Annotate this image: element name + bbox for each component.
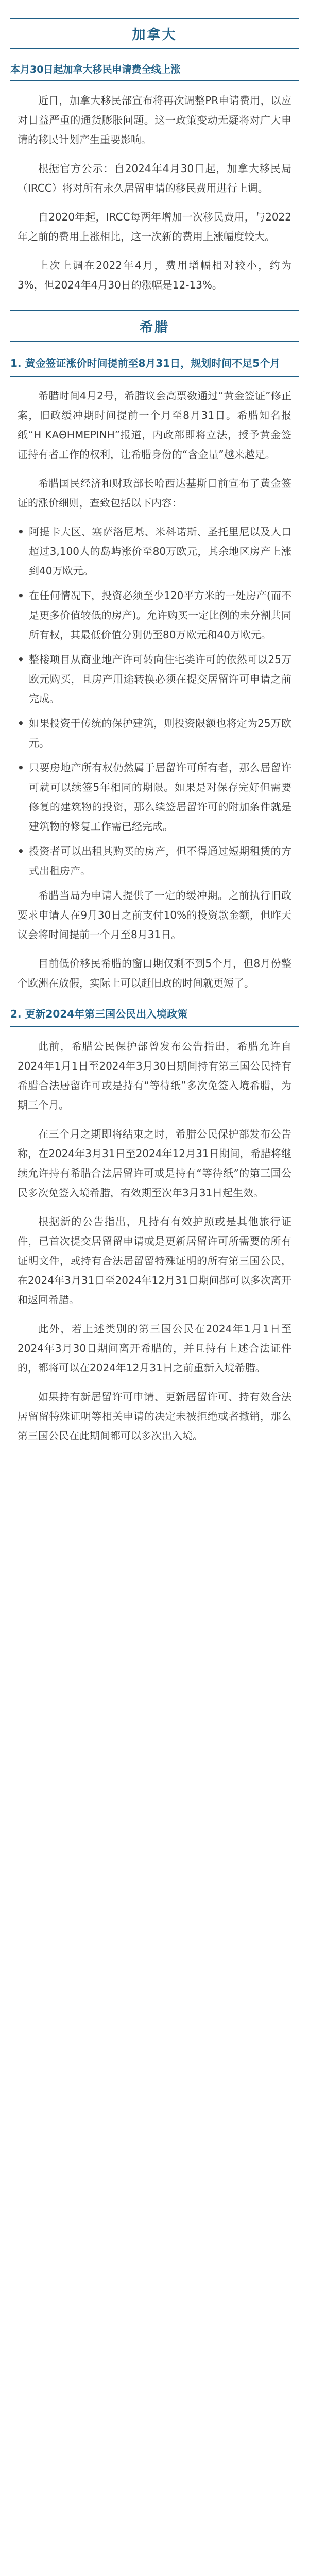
greece-sub1-underline xyxy=(10,376,299,377)
greece-sub2-paragraph-4: 此外，若上述类别的第三国公民在2024年1月1日至2024年3月30日期间离开希腊的，并且持有上述合法证件的，都将可以在2024年12月31日之前重新入境希腊。 xyxy=(18,1323,291,1375)
bullet-dot-icon: • xyxy=(18,761,24,774)
canada-paragraph-4: 上次上调在2022年4月，费用增幅相对较小，约为3%，但2024年4月30日的涨幅是12-13%。 xyxy=(18,259,291,292)
greece-sub1-paragraph-2: 希腊国民经济和财政部长哈西达基斯日前宣布了黄金签证的涨价细则，查致包括以下内容： xyxy=(18,477,291,510)
greece-sub2-paragraph-3: 根据新的公告指出，凡持有有效护照或是其他旅行证件，已首次提交居留留申请或是更新居留许可所需要的所有证明文件，或持有合法居留留特殊证明的所有第三国公民，在2024年3月31日至2024年12月31日期间都可以多次离开和返回希腊。 xyxy=(18,1215,291,1307)
greece-sub1-bullet-list xyxy=(18,522,291,880)
list-item xyxy=(18,841,291,880)
list-item-text: 投资者可以出租其购买的房产，但不得通过短期租赁的方式出租房产。 xyxy=(29,845,291,877)
greece-sub2-paragraph-1: 此前，希腊公民保护部曾发布公告指出，希腊允许自2024年1月1日至2024年3月30日期间持有第三国公民持有希腊合法居留许可或是持有“等待纸”多次免签入境希腊，为期三个月。 xyxy=(18,1040,291,1112)
greece-sub1-paragraph-3: 希腊当局为申请人提供了一定的缓冲期。之前执行旧政要求申请人在9月30日之前支付10%的投资款金额，但昨天议会将时间提前一个月至8月31日。 xyxy=(18,889,291,941)
list-item xyxy=(18,522,291,581)
greece-sub2-paragraph-2: 在三个月之期即将结束之时，希腊公民保护部发布公告称，在2024年3月31日至2024年12月31日期间，希腊将继续允许持有希腊合法居留许可或是持有“等待纸”的第三国公民多次免签入境希腊，有效期至次年3月31日起生效。 xyxy=(18,1128,291,1199)
list-item-text: 只要房地产所有权仍然属于居留许可所有者，那么居留许可就可以续签5年相同的期限。如果是对保存完好但需要修复的建筑物的投资，那么续签居留许可的附加条件就是建筑物的修复工作需已经完成。 xyxy=(29,761,291,833)
greece-sub1-title: 1. 黄金签证涨价时间提前至8月31日，规划时间不足5个月 xyxy=(10,357,281,370)
list-item xyxy=(18,758,291,836)
canada-lead-title: 本月30日起加拿大移民申请费全线上涨 xyxy=(10,64,181,75)
canada-paragraph-1: 近日，加拿大移民部宣布将再次调整PR申请费用，以应对日益严重的通货膨胀问题。这一政策变动无疑将对广大申请的移民计划产生重要影响。 xyxy=(18,94,291,146)
list-item-text: 如果投资于传统的保护建筑，则投资限额也将定为25万欧元。 xyxy=(29,717,291,750)
canada-heading-bar xyxy=(10,18,299,49)
greece-heading-bar xyxy=(10,310,299,342)
list-item xyxy=(18,714,291,753)
bullet-dot-icon: • xyxy=(18,845,24,858)
bullet-dot-icon: • xyxy=(18,526,24,538)
canada-paragraph-2: 根据官方公示：自2024年4月30日起，加拿大移民局（IRCC）将对所有永久居留申请的移民费用进行上调。 xyxy=(18,162,291,195)
canada-lead-underline xyxy=(10,80,299,81)
greece-sub2-underline xyxy=(10,1026,299,1027)
greece-sub1-paragraph-1: 希腊时间4月2号，希腊议会高票数通过“黄金签证”修正案，旧政缓冲期时间提前一个月至8月31日。希腊知名报纸“Η ΚΑΘΗΜΕΡΙΝΗ”报道，内政部即将立法，授予黄金签证持有者工作的权利，让希腊身份的“含金量”越来越足。 xyxy=(18,389,291,461)
list-item-text: 阿提卡大区、塞萨洛尼基、米科诺斯、圣托里尼以及人口超过3,100人的岛屿涨价至80万欧元，其余地区房产上涨到40万欧元。 xyxy=(29,526,291,578)
canada-section xyxy=(0,18,309,295)
canada-paragraph-3: 自2020年起，IRCC每两年增加一次移民费用，与2022年之前的费用上涨相比，这一次新的费用上涨幅度较大。 xyxy=(18,211,291,243)
greece-sub2-title: 2. 更新2024年第三国公民出入境政策 xyxy=(10,1008,188,1021)
greece-sub2-paragraph-5: 如果持有新居留许可申请、更新居留许可、持有效合法居留留特殊证明等相关申请的决定未被拒绝或者撤销，那么第三国公民在此期间都可以多次出入境。 xyxy=(18,1391,291,1443)
greece-heading: 希腊 xyxy=(139,319,169,335)
bullet-dot-icon: • xyxy=(18,589,24,602)
canada-heading: 加拿大 xyxy=(132,27,177,43)
greece-sub1-paragraph-4: 目前低价移民希腊的窗口期仅剩不到5个月，但8月份整个欧洲在放假，实际上可以赶旧政的时间就更短了。 xyxy=(18,957,291,990)
list-item-text: 在任何情况下，投资必须至少120平方米的一处房产(而不是更多价值较低的房产)。允许购买一定比例的未分割共同所有权，其最低价值分别仍至80万欧元和40万欧元。 xyxy=(29,589,291,641)
bullet-dot-icon: • xyxy=(18,653,24,666)
list-item xyxy=(18,650,291,708)
list-item-text: 整楼项目从商业地产许可转向住宅类许可的依然可以25万欧元购买，且房产用途转换必须在提交居留许可申请之前完成。 xyxy=(29,653,291,705)
greece-section xyxy=(0,310,309,1446)
bullet-dot-icon: • xyxy=(18,717,24,730)
list-item xyxy=(18,586,291,645)
